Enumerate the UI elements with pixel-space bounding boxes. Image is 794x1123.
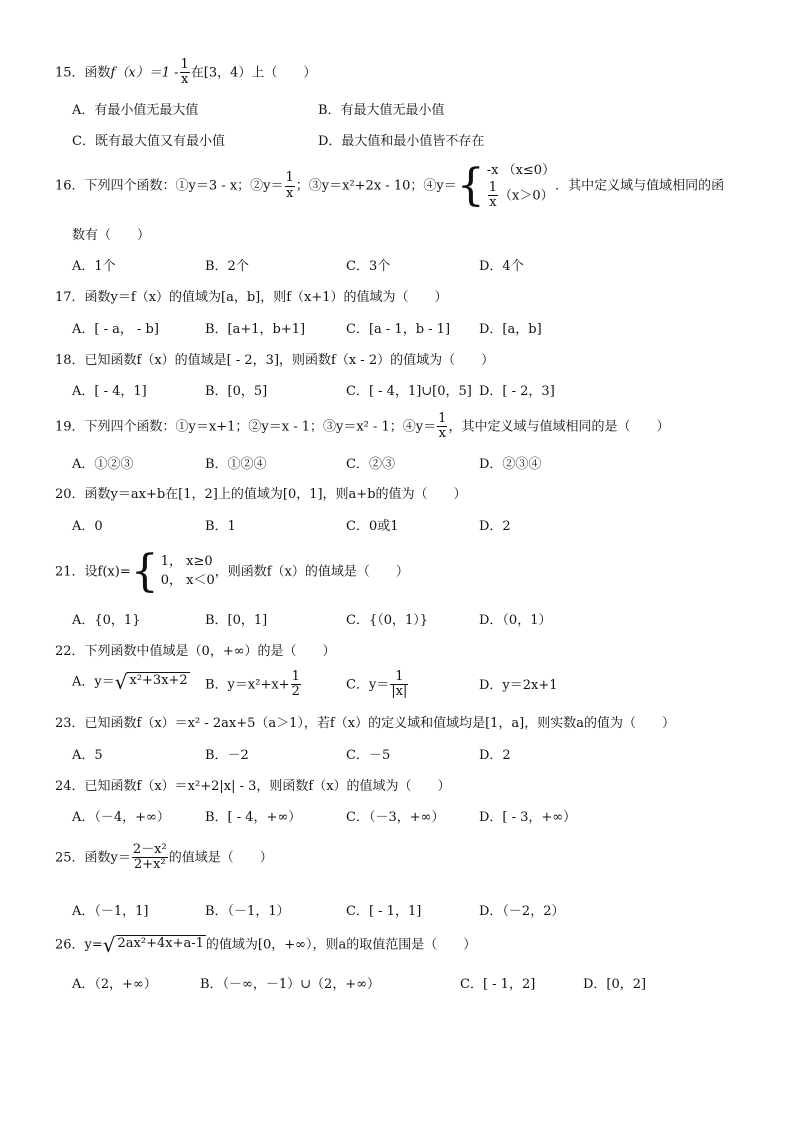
q26-option-b: B．（－∞，－1）∪（2，+∞）	[200, 977, 381, 992]
q21-option-a: A．{0，1}	[72, 613, 141, 628]
q20-option-b: B．1	[205, 519, 236, 534]
q21-prefix: 21．设f(x)=	[55, 564, 131, 580]
q21-left-brace: {	[130, 546, 159, 597]
q23-option-d: D．2	[479, 748, 511, 763]
q16-option-c: C．3个	[346, 259, 391, 274]
q21-case-2: 0， x＜0	[160, 573, 215, 588]
q19-frac-denominator: x	[438, 426, 446, 442]
q20-option-d: D．2	[479, 519, 511, 534]
q16-frac-numerator: 1	[285, 170, 294, 186]
q19-option-b: B．①②④	[205, 457, 267, 472]
q19-suffix: ，其中定义域与值域相同的是（ ）	[448, 419, 670, 435]
q20-option-a: A．0	[72, 519, 103, 534]
q21-option-d: D．（0，1）	[479, 613, 552, 628]
q18-option-a: A．[ - 4，1]	[72, 384, 147, 399]
q22-option-c	[346, 670, 409, 700]
q21-piecewise	[130, 546, 215, 597]
q15-function: f（x）＝1 -	[110, 65, 179, 81]
q15-frac-numerator: 1	[180, 57, 189, 72]
q24-option-a: A．（－4，+∞）	[72, 810, 170, 825]
question-23-stem: 23．已知函数f（x）＝x² - 2ax+5（a＞1），若f（x）的定义域和值域均是[1，a]，则实数a的值为（ ）	[55, 716, 675, 731]
question-26-stem	[55, 935, 476, 955]
q22-optC-fraction	[390, 670, 408, 700]
question-16-stem	[55, 162, 724, 210]
question-24-stem: 24．已知函数f（x）＝x²+2|x| - 3，则函数f（x）的值域为（ ）	[55, 779, 451, 794]
q15-prefix: 15．函数	[55, 65, 111, 81]
question-15-stem	[55, 58, 316, 88]
q24-option-c: C．（－3，+∞）	[346, 810, 445, 825]
q22-optC-prefix: C．y＝	[346, 677, 390, 693]
q22-optB-denominator: 2	[291, 684, 300, 700]
question-21-stem	[55, 546, 409, 597]
q26-option-d: D．[0，2]	[583, 977, 647, 992]
q16-option-d: D．4个	[479, 259, 524, 274]
q23-option-b: B．－2	[205, 748, 249, 763]
q19-prefix: 19．下列四个函数：①y＝x+1；②y＝x - 1；③y＝x² - 1；④y＝	[55, 419, 437, 435]
q26-option-c: C．[ - 1，2]	[460, 977, 536, 992]
q25-option-d: D．（－2，2）	[479, 904, 565, 919]
q16-suffix: ．其中定义域与值域相同的函	[555, 178, 725, 194]
q25-frac-denominator: 2+x²	[133, 857, 166, 873]
q15-option-a: A．有最小值无最大值	[72, 103, 199, 118]
question-18-stem: 18．已知函数f（x）的值域是[ - 2，3]，则函数f（x - 2）的值域为（ ）	[55, 353, 495, 368]
q16-line-2: 数有（ ）	[72, 228, 151, 243]
q16-frac-denominator: x	[285, 185, 294, 201]
q21-option-c: C．{（0，1）}	[346, 613, 429, 628]
q26-sqrt	[103, 935, 206, 955]
q22-option-a	[72, 672, 190, 692]
q25-option-a: A．（－1，1]	[72, 904, 149, 919]
q15-option-b: B．有最大值无最小值	[318, 103, 445, 118]
q23-option-a: A．5	[72, 748, 103, 763]
q19-frac-numerator: 1	[438, 411, 447, 426]
q22-optC-denominator: |x|	[391, 684, 408, 700]
q17-option-b: B．[a+1，b+1]	[205, 322, 306, 337]
q22-radical-sign: √	[114, 670, 128, 694]
q18-option-c: C．[ - 4，1]∪[0，5]	[346, 384, 472, 399]
q26-option-a: A．（2，+∞）	[72, 977, 157, 992]
q15-frac-denominator: x	[180, 72, 189, 88]
q19-option-c: C．②③	[346, 457, 395, 472]
q21-option-b: B．[0，1]	[205, 613, 268, 628]
q25-option-c: C．[ - 1，1]	[346, 904, 422, 919]
q15-fraction	[180, 58, 190, 88]
q16-left-brace: {	[456, 160, 485, 212]
q19-option-d: D．②③④	[479, 457, 542, 472]
q15-suffix: 在[3，4）上（ ）	[190, 65, 317, 81]
question-20-stem: 20．函数y＝ax+b在[1，2]上的值域为[0，1]，则a+b的值为（ ）	[55, 487, 467, 502]
q16-fraction	[285, 171, 295, 201]
q17-option-d: D．[a，b]	[479, 322, 542, 337]
q16-case2-numerator: 1	[488, 179, 497, 195]
q16-piecewise	[457, 162, 555, 210]
q16-case2-condition: （x＞0）	[499, 188, 554, 204]
question-17-stem: 17．函数y＝f（x）的值域为[a，b]，则f（x+1）的值域为（ ）	[55, 290, 448, 305]
q20-option-c: C．0或1	[346, 519, 399, 534]
q16-option-a: A．1个	[72, 259, 116, 274]
q15-option-d: D．最大值和最小值皆不存在	[318, 134, 485, 149]
q22-option-b	[205, 670, 302, 700]
q22-optB-prefix: B．y＝x²+x+	[205, 677, 290, 693]
q18-option-b: B．[0，5]	[205, 384, 268, 399]
question-19-stem	[55, 412, 669, 442]
q17-option-c: C．[a - 1，b - 1]	[346, 322, 451, 337]
q24-option-b: B．[ - 4，+∞）	[205, 810, 302, 825]
q26-radicand: 2ax²+4x+a-1	[116, 935, 206, 955]
q17-option-a: A．[ - a， - b]	[72, 322, 159, 337]
q22-option-d: D．y＝2x+1	[479, 678, 558, 693]
q16-case-1: -x （x≤0）	[486, 163, 556, 178]
q26-radical-sign: √	[102, 933, 116, 957]
q18-option-d: D．[ - 2，3]	[479, 384, 555, 399]
q24-option-d: D．[ - 3，+∞）	[479, 810, 577, 825]
q23-option-c: C．－5	[346, 748, 391, 763]
q16-option-b: B．2个	[205, 259, 249, 274]
q22-optA-sqrt	[115, 672, 190, 692]
q16-prefix: 16．下列四个函数：①y＝3 - x；②y＝	[55, 178, 284, 194]
q19-option-a: A．①②③	[72, 457, 134, 472]
q26-prefix: 26．y=	[55, 937, 103, 953]
q26-suffix: 的值域为[0，+∞），则a的取值范围是（ ）	[205, 937, 477, 953]
q21-suffix: ，则函数f（x）的值域是（ ）	[214, 564, 409, 580]
q22-optA-prefix: A．y＝	[72, 674, 115, 690]
q16-middle: ；③y＝x²+2x - 10；④y＝	[295, 178, 457, 194]
q25-fraction	[132, 843, 168, 873]
q22-optB-numerator: 1	[291, 669, 300, 684]
q15-option-c: C．既有最大值又有最小值	[72, 134, 225, 149]
q25-option-b: B．（－1，1）	[205, 904, 290, 919]
q22-optC-numerator: 1	[390, 670, 408, 685]
q22-optA-radicand: x²+3x+2	[127, 672, 189, 692]
question-25-stem	[55, 843, 273, 873]
q25-frac-numerator: 2－x²	[132, 842, 167, 857]
q22-optB-fraction	[291, 670, 301, 700]
q25-prefix: 25．函数y＝	[55, 850, 131, 866]
q25-suffix: 的值域是（ ）	[168, 850, 273, 866]
q19-fraction	[437, 412, 447, 442]
q16-case-2	[487, 181, 555, 211]
q21-case-1: 1， x≥0	[160, 554, 213, 570]
question-22-stem: 22．下列函数中值域是（0，+∞）的是（ ）	[55, 644, 336, 659]
q16-case2-denominator: x	[489, 195, 497, 211]
